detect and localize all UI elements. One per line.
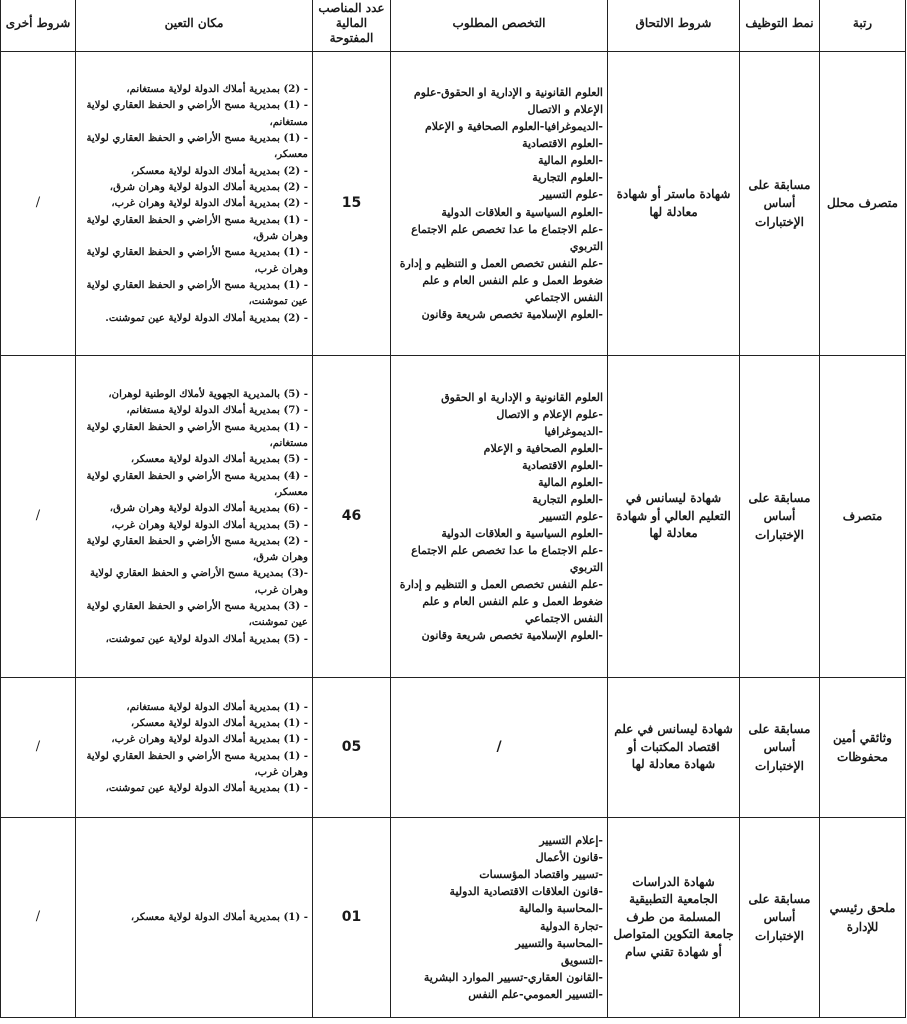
location-cell — [76, 52, 313, 356]
location-line: - (5) بمديرية أملاك الدولة لولاية وهران غرب، — [111, 518, 308, 531]
specialty-line: -قانون الأعمال — [535, 851, 603, 865]
location-line: - (2) بمديرية أملاك الدولة لولاية وهران غرب، — [111, 197, 308, 210]
header-mode: نمط التوظيف — [740, 0, 820, 52]
specialty-line: -العلوم التجارية — [532, 492, 603, 506]
location-line: - (2) بمديرية أملاك الدولة لولاية عين تموشنت. — [105, 311, 308, 324]
specialty-line: -التسويق — [560, 953, 603, 967]
header-rank: رتبة — [820, 0, 906, 52]
specialty-line: -الديموغرافيا — [544, 424, 603, 438]
location-line: - (2) بمديرية أملاك الدولة لولاية مستغانم، — [126, 83, 308, 96]
positions-cell: 01 — [313, 818, 391, 1018]
table-row — [1, 678, 906, 818]
header-positions: عدد المناصب المالية المفتوحة — [313, 0, 391, 52]
specialty-line: -إعلام التسيير — [539, 834, 603, 848]
table-row — [1, 356, 906, 678]
location-cell — [76, 818, 313, 1018]
location-line: - (1) بمديرية أملاك الدولة لولاية مستغانم، — [126, 700, 308, 713]
specialty-cell — [391, 356, 608, 678]
location-line: - (1) بمديرية مسح الأراضي و الحفظ العقاري لولاية وهران شرق، — [86, 213, 308, 242]
specialty-line: -قانون العلاقات الاقتصادية الدولية — [449, 885, 603, 899]
location-line: - (4) بمديرية مسح الأراضي و الحفظ العقاري لولاية معسكر، — [86, 469, 308, 498]
specialty-line: -التسيير العمومي-علم النفس — [468, 987, 603, 1001]
location-line: - (7) بمديرية أملاك الدولة لولاية مستغانم، — [126, 404, 308, 417]
specialty-line: -العلوم المالية — [538, 154, 603, 168]
rank-cell: ملحق رئيسي للإدارة — [820, 818, 906, 1018]
specialty-line: -المحاسبة والتسيير — [515, 936, 603, 950]
specialty-line: -العلوم السياسية و العلاقات الدولية — [441, 205, 603, 219]
conditions-cell: شهادة ليسانس في علم اقتصاد المكتبات أو شهادة معادلة لها — [608, 678, 740, 818]
specialty-line: -علم النفس تخصص العمل و التنظيم و إدارة ضغوط العمل و علم النفس العام و علم النفس الاجتماعي — [399, 256, 603, 304]
specialty-line: -علوم التسيير — [539, 188, 603, 202]
location-line: - (1) بمديرية أملاك الدولة لولاية معسكر، — [130, 716, 308, 729]
location-line: - (1) بمديرية مسح الأراضي و الحفظ العقاري لولاية معسكر، — [86, 132, 308, 161]
specialty-cell — [391, 52, 608, 356]
location-line: - (1) بمديرية أملاك الدولة لولاية وهران غرب، — [111, 733, 308, 746]
positions-cell: 05 — [313, 678, 391, 818]
location-cell — [76, 356, 313, 678]
location-line: - (5) بالمديرية الجهوية لأملاك الوطنية لوهران، — [108, 388, 308, 400]
specialty-line: -الديموغرافيا-العلوم الصحافية و الإعلام — [424, 120, 603, 134]
mode-cell: مسابقة على أساس الإختبارات — [740, 818, 820, 1018]
location-line: - (6) بمديرية أملاك الدولة لولاية وهران شرق، — [109, 502, 308, 515]
specialty-cell — [391, 818, 608, 1018]
mode-cell: مسابقة على أساس الإختبارات — [740, 356, 820, 678]
specialty-line: -علوم التسيير — [539, 509, 603, 523]
header-conditions: شروط الالتحاق — [608, 0, 740, 52]
location-line: - (5) بمديرية أملاك الدولة لولاية عين تموشنت، — [105, 632, 308, 645]
table-header-row — [1, 0, 906, 52]
specialty-cell — [391, 678, 608, 818]
specialty-line: -العلوم المالية — [538, 475, 603, 489]
conditions-cell: شهادة ليسانس في التعليم العالي أو شهادة معادلة لها — [608, 356, 740, 678]
location-line: - (1) بمديرية مسح الأراضي و الحفظ العقاري لولاية مستغانم، — [86, 99, 308, 128]
other-cell: / — [1, 818, 76, 1018]
specialty-line: -العلوم السياسية و العلاقات الدولية — [441, 527, 603, 541]
other-cell: / — [1, 678, 76, 818]
specialty-line: -العلوم الاقتصادية — [522, 458, 603, 472]
rank-cell: وثائقي أمين محفوظات — [820, 678, 906, 818]
specialty-line: -العلوم التجارية — [532, 171, 603, 185]
specialty-line: -العلوم الصحافية و الإعلام — [483, 441, 603, 455]
specialty-line: العلوم القانونية و الإدارية او الحقوق-علوم الإعلام و الاتصال — [413, 86, 603, 117]
positions-cell: 46 — [313, 356, 391, 678]
header-other: شروط أخرى — [1, 0, 76, 52]
location-line: - (1) بمديرية مسح الأراضي و الحفظ العقاري لولاية عين تموشنت، — [86, 278, 308, 308]
specialty-line: -علم النفس تخصص العمل و التنظيم و إدارة ضغوط العمل و علم النفس العام و علم النفس الاجتماعي — [399, 578, 603, 626]
mode-cell: مسابقة على أساس الإختبارات — [740, 678, 820, 818]
specialty-line: -العلوم الإسلامية تخصص شريعة وقانون — [421, 629, 603, 643]
header-specialty: التخصص المطلوب — [391, 0, 608, 52]
location-line: - (2) بمديرية مسح الأراضي و الحفظ العقاري لولاية وهران شرق، — [86, 534, 308, 564]
positions-cell: 15 — [313, 52, 391, 356]
other-cell: / — [1, 356, 76, 678]
other-cell: / — [1, 52, 76, 356]
location-line: - (1) بمديرية مسح الأراضي و الحفظ العقاري لولاية وهران غرب، — [86, 749, 308, 778]
specialty-line: -علم الاجتماع ما عدا تخصص علم الاجتماع التربوي — [411, 222, 603, 253]
location-line: - (1) بمديرية أملاك الدولة لولاية عين تموشنت، — [105, 782, 308, 795]
location-line: - (5) بمديرية أملاك الدولة لولاية معسكر، — [130, 453, 308, 466]
specialty-line: -العلوم الاقتصادية — [522, 137, 603, 151]
location-line: - (2) بمديرية أملاك الدولة لولاية وهران شرق، — [109, 181, 308, 194]
specialty-line: -علم الاجتماع ما عدا تخصص علم الاجتماع التربوي — [411, 544, 603, 575]
table-row — [1, 52, 906, 356]
specialty-line: -علوم الإعلام و الاتصال — [496, 407, 603, 421]
conditions-cell: شهادة الدراسات الجامعية التطبيقية المسلمة من طرف جامعة التكوين المتواصل أو شهادة تقني سام — [608, 818, 740, 1018]
rank-cell: متصرف محلل — [820, 52, 906, 356]
location-line: - (2) بمديرية أملاك الدولة لولاية معسكر، — [130, 164, 308, 177]
table-row — [1, 818, 906, 1018]
specialty-line: / — [496, 738, 502, 755]
mode-cell: مسابقة على أساس الإختبارات — [740, 52, 820, 356]
specialty-line: -العلوم الإسلامية تخصص شريعة وقانون — [421, 307, 603, 321]
location-line: - (1) بمديرية مسح الأراضي و الحفظ العقاري لولاية وهران غرب، — [86, 246, 308, 275]
header-location: مكان التعين — [76, 0, 313, 52]
specialty-line: العلوم القانونية و الإدارية او الحقوق — [441, 390, 603, 404]
location-cell — [76, 678, 313, 818]
rank-cell: متصرف — [820, 356, 906, 678]
location-line: - (1) بمديرية مسح الأراضي و الحفظ العقاري لولاية مستغانم، — [86, 420, 308, 449]
location-line: -(3) بمديرية مسح الأراضي و الحفظ العقاري لولاية وهران غرب، — [89, 567, 308, 596]
location-line: - (1) بمديرية أملاك الدولة لولاية معسكر، — [130, 911, 308, 924]
specialty-line: -تجارة الدولية — [539, 919, 603, 933]
conditions-cell: شهادة ماستر أو شهادة معادلة لها — [608, 52, 740, 356]
specialty-line: -تسيير واقتصاد المؤسسات — [479, 868, 603, 882]
location-line: - (3) بمديرية مسح الأراضي و الحفظ العقاري لولاية عين تموشنت، — [86, 600, 308, 629]
specialty-line: -القانون العقاري-تسيير الموارد البشرية — [423, 970, 603, 984]
specialty-line: -المحاسبة والمالية — [518, 902, 603, 916]
